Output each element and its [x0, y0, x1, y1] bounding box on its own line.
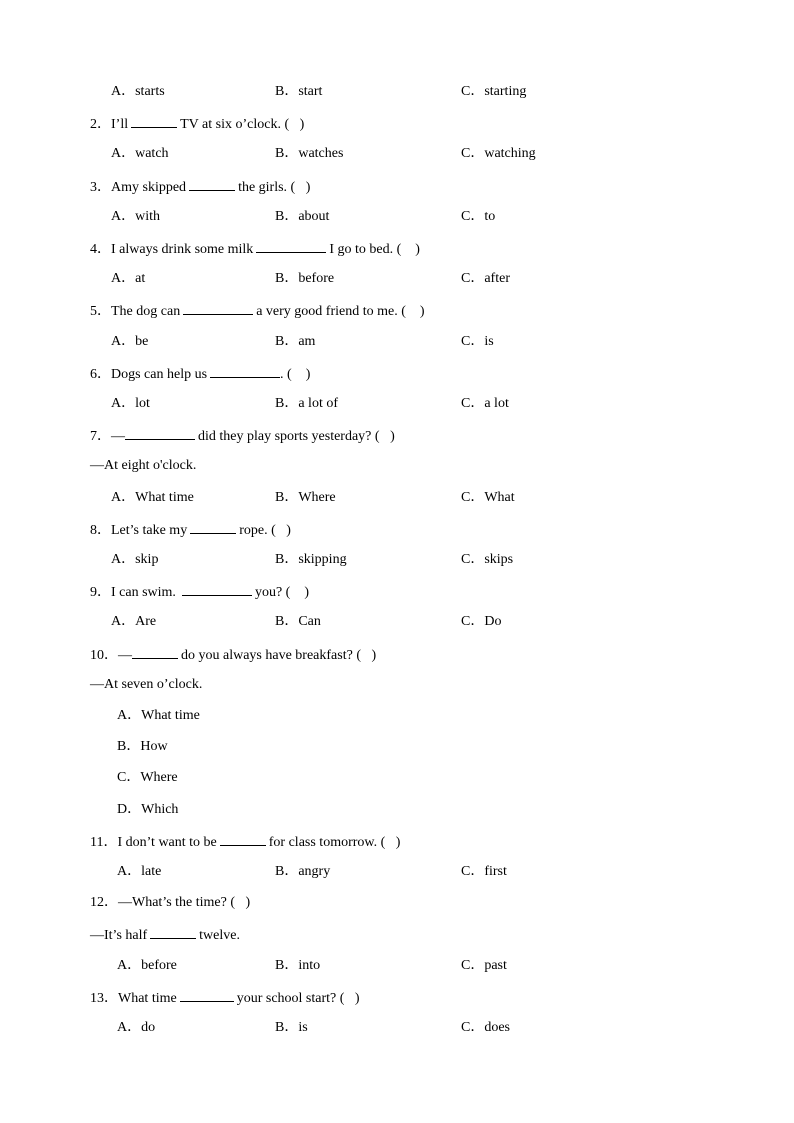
q4-blank[interactable]: [256, 238, 326, 253]
q10-answer-line: [0, 675, 794, 695]
q8-stem: [0, 519, 794, 539]
q5-blank[interactable]: [183, 300, 253, 315]
q3-stem: [0, 176, 794, 196]
q3-text-post: the girls. ( ): [238, 180, 311, 195]
q7-options: [0, 488, 794, 508]
q9-options: [0, 612, 794, 632]
q7-answer: —At eight o'clock.: [90, 458, 197, 473]
q9-option-a[interactable]: A．Are: [111, 614, 157, 629]
q10-option-d[interactable]: D．Which: [117, 802, 179, 817]
q1-option-b[interactable]: B．start: [275, 84, 323, 99]
q7-blank[interactable]: [125, 425, 195, 440]
q12-stem: [0, 893, 794, 913]
q9-stem: [0, 581, 794, 601]
q2-text-post: TV at six o’clock. ( ): [180, 117, 305, 132]
q2-stem: [0, 113, 794, 133]
q6-text-pre: 6．Dogs can help us: [90, 367, 208, 382]
q12-option-b[interactable]: B．into: [275, 958, 321, 973]
q4-option-c[interactable]: C．after: [461, 271, 510, 286]
q8-option-a[interactable]: A．skip: [111, 552, 159, 567]
q10-text-pre: 10．—: [90, 648, 132, 663]
q13-option-c[interactable]: C．does: [461, 1020, 510, 1035]
q3-option-c[interactable]: C．to: [461, 209, 496, 224]
q6-options: [0, 394, 794, 414]
q7-text-pre: 7．—: [90, 429, 125, 444]
q9-blank[interactable]: [182, 581, 252, 596]
q10-option-b[interactable]: B．How: [117, 739, 168, 754]
q3-option-b[interactable]: B．about: [275, 209, 330, 224]
q3-text-pre: 3．Amy skipped: [90, 180, 187, 195]
q3-blank[interactable]: [189, 176, 235, 191]
q6-text-post: . ( ): [280, 367, 311, 382]
q5-options: [0, 332, 794, 352]
q6-stem: [0, 363, 794, 383]
q9-option-b[interactable]: B．Can: [275, 614, 321, 629]
q7-text-post: did they play sports yesterday? ( ): [198, 429, 395, 444]
q5-option-b[interactable]: B．am: [275, 334, 316, 349]
q4-text-pre: 4．I always drink some milk: [90, 242, 254, 257]
q5-text-post: a very good friend to me. ( ): [256, 304, 425, 319]
q11-blank[interactable]: [220, 831, 266, 846]
q10-option-d-line: [0, 800, 794, 820]
q6-blank[interactable]: [210, 363, 280, 378]
q2-blank[interactable]: [131, 113, 177, 128]
q7-option-c[interactable]: C．What: [461, 490, 515, 505]
q11-stem: [0, 831, 794, 851]
q13-text-pre: 13．What time: [90, 991, 177, 1006]
q7-option-a[interactable]: A．What time: [111, 490, 194, 505]
q5-option-a[interactable]: A．be: [111, 334, 149, 349]
q13-text-post: your school start? ( ): [236, 991, 360, 1006]
q7-answer-line: [0, 456, 794, 476]
q13-options: [0, 1018, 794, 1038]
q7-option-b[interactable]: B．Where: [275, 490, 336, 505]
q5-text-pre: 5．The dog can: [90, 304, 181, 319]
q10-answer: —At seven o’clock.: [90, 677, 203, 692]
q6-option-c[interactable]: C．a lot: [461, 396, 509, 411]
q10-blank[interactable]: [132, 644, 178, 659]
q5-stem: [0, 300, 794, 320]
q2-option-b[interactable]: B．watches: [275, 146, 344, 161]
q1-option-c[interactable]: C．starting: [461, 84, 527, 99]
q3-option-a[interactable]: A．with: [111, 209, 160, 224]
q10-text-post: do you always have breakfast? ( ): [181, 648, 377, 663]
q13-stem: [0, 987, 794, 1007]
q11-option-c[interactable]: C．first: [461, 864, 507, 879]
q12-text-pre: —It’s half: [90, 928, 148, 943]
q9-text-post: you? ( ): [254, 585, 309, 600]
q3-options: [0, 207, 794, 227]
q10-option-c-line: [0, 768, 794, 788]
q2-options: [0, 144, 794, 164]
q11-options: [0, 862, 794, 882]
q8-option-c[interactable]: C．skips: [461, 552, 514, 567]
q12-text: 12．—What’s the time? ( ): [90, 895, 251, 910]
q12-answer-line: [0, 924, 794, 944]
q9-text-pre: 9．I can swim.: [90, 585, 176, 600]
q13-option-b[interactable]: B．is: [275, 1020, 308, 1035]
q10-option-c[interactable]: C．Where: [117, 770, 178, 785]
q12-option-a[interactable]: A．before: [117, 958, 177, 973]
q11-text-pre: 11．I don’t want to be: [90, 835, 217, 850]
q1-option-a[interactable]: A．starts: [111, 84, 165, 99]
q8-option-b[interactable]: B．skipping: [275, 552, 347, 567]
q12-option-c[interactable]: C．past: [461, 958, 507, 973]
q2-option-a[interactable]: A．watch: [111, 146, 169, 161]
q2-text-pre: 2．I’ll: [90, 117, 129, 132]
q10-option-a[interactable]: A．What time: [117, 708, 200, 723]
q9-option-c[interactable]: C．Do: [461, 614, 502, 629]
q13-option-a[interactable]: A．do: [117, 1020, 156, 1035]
q11-option-b[interactable]: B．angry: [275, 864, 331, 879]
q10-option-a-line: [0, 706, 794, 726]
q10-option-b-line: [0, 737, 794, 757]
q4-text-post: I go to bed. ( ): [329, 242, 420, 257]
q11-text-post: for class tomorrow. ( ): [268, 835, 401, 850]
q2-option-c[interactable]: C．watching: [461, 146, 536, 161]
q12-options: [0, 956, 794, 976]
q4-option-a[interactable]: A．at: [111, 271, 146, 286]
q4-stem: [0, 238, 794, 258]
q12-blank[interactable]: [150, 924, 196, 939]
q6-option-a[interactable]: A．lot: [111, 396, 150, 411]
q8-blank[interactable]: [190, 519, 236, 534]
q4-options: [0, 269, 794, 289]
q1-options: [0, 82, 794, 102]
q4-option-b[interactable]: B．before: [275, 271, 335, 286]
q12-text-post: twelve.: [199, 928, 240, 943]
q10-stem: [0, 644, 794, 664]
q7-stem: [0, 425, 794, 445]
q8-options: [0, 550, 794, 570]
q8-text-post: rope. ( ): [239, 523, 291, 538]
q8-text-pre: 8．Let’s take my: [90, 523, 188, 538]
q5-option-c[interactable]: C．is: [461, 334, 494, 349]
q13-blank[interactable]: [180, 987, 234, 1002]
q11-option-a[interactable]: A．late: [117, 864, 162, 879]
q6-option-b[interactable]: B．a lot of: [275, 396, 338, 411]
